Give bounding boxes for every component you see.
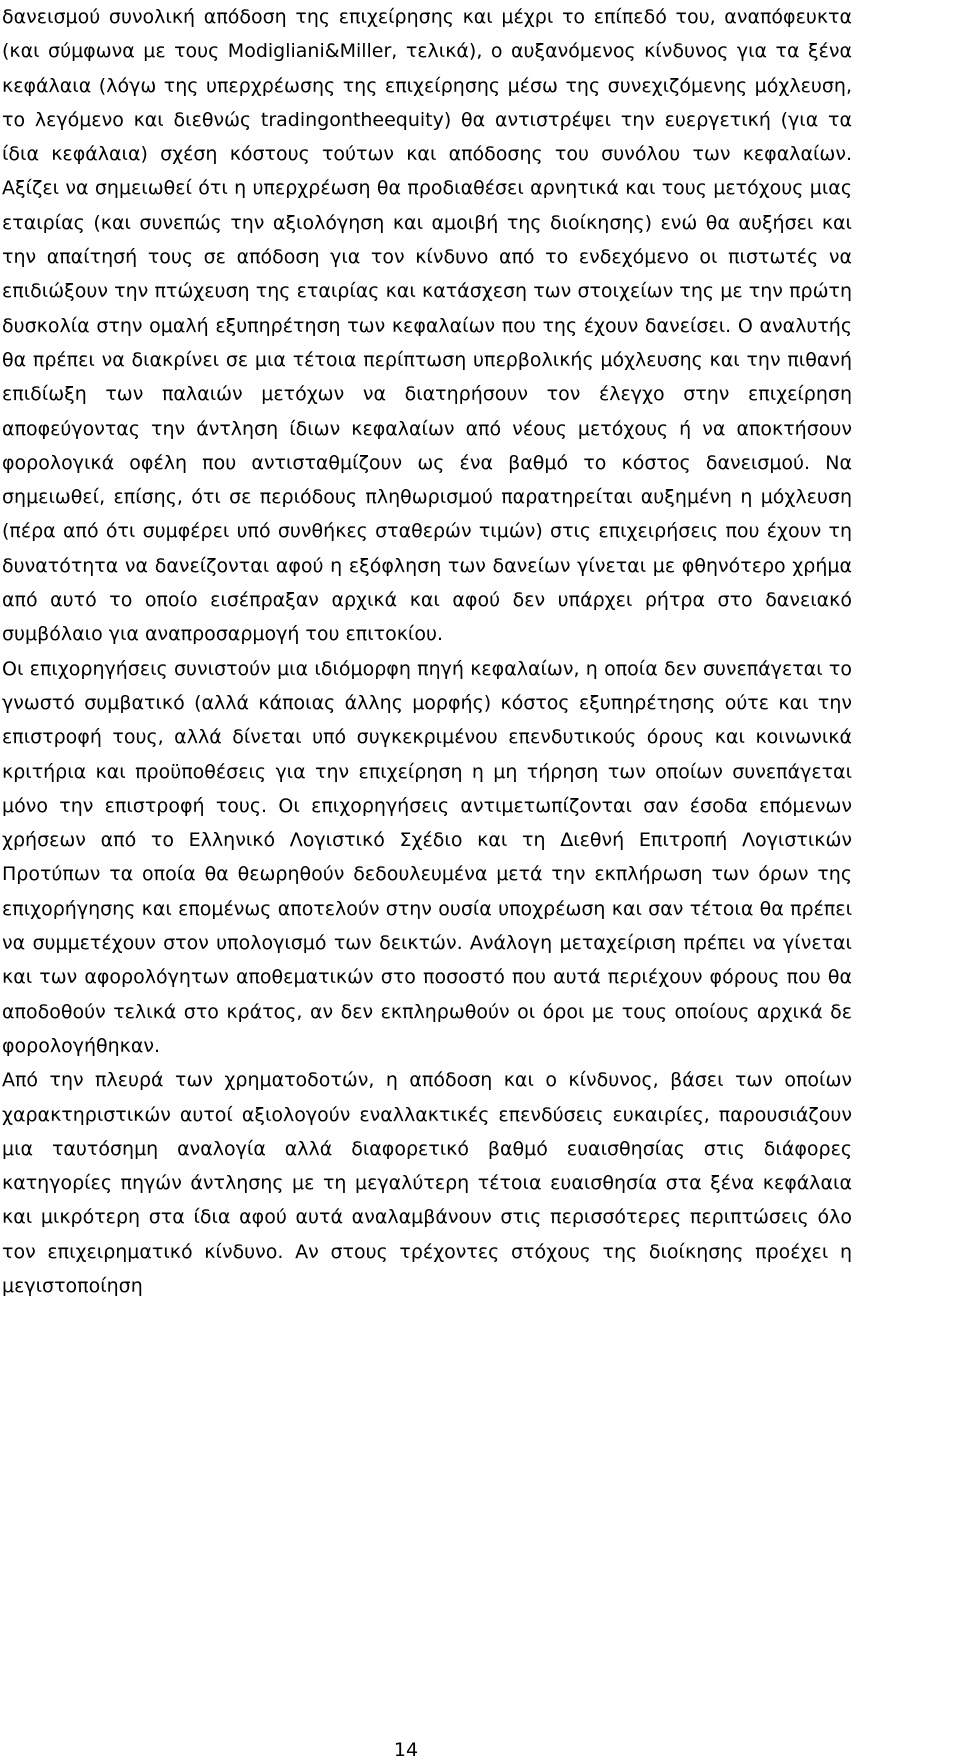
paragraph-financiers: Από την πλευρά των χρηματοδοτών, η απόδοση και ο κίνδυνος, βάσει των οποίων χαρακτηριστικών αυτοί αξιολογούν εναλλακτικές επενδύσεις ευκαιρίες, παρουσιάζουν μια ταυτόσημη αναλογία αλλά διαφορετικό βαθμό ευαισθησίας στις διάφορες κατηγορίες πηγών άντλησης με τη μεγαλύτερη τέτοια ευαισθησία στα ξένα κεφάλαια και μικρότερη στα ίδια αφού αυτά αναλαμβάνουν στις περισσότερες περιπτώσεις όλο τον επιχειρηματικό κίνδυνο. Αν στους τρέχοντες στόχους της διοίκησης προέχει η μεγιστοποίηση (2, 1069, 852, 1297)
paragraph-grants: Οι επιχορηγήσεις συνιστούν μια ιδιόμορφη πηγή κεφαλαίων, η οποία δεν συνεπάγεται το γνωστό συμβατικό (αλλά κάποιας άλλης μορφής) κόστος εξυπηρέτησης ούτε και την επιστροφή τους, αλλά δίνεται υπό συγκεκριμένου επενδυτικούς όρους και κοινωνικά κριτήρια και προϋποθέσεις για την επιχείρηση η μη τήρηση των οποίων συνεπάγεται μόνο την επιστροφή τους. Οι επιχορηγήσεις αντιμετωπίζονται σαν έσοδα επόμενων χρήσεων από το Ελληνικό Λογιστικό Σχέδιο και τη Διεθνή Επιτροπή Λογιστικών Προτύπων τα οποία θα θεωρηθούν δεδουλευμένα μετά την εκπλήρωση των όρων της επιχορήγησης και επομένως αποτελούν στην ουσία υποχρέωση και σαν τέτοια θα πρέπει να συμμετέχουν στον υπολογισμό των δεικτών. Ανάλογη μεταχείριση πρέπει να γίνεται και των αφορολόγητων αποθεματικών στο ποσοστό που αυτά περιέχουν φόρους που θα αποδοθούν τελικά στο κράτος, αν δεν εκπληρωθούν οι όροι με τους οποίους αρχικά δε φορολογήθηκαν. (2, 657, 852, 1057)
page-number: 14 (393, 1739, 419, 1761)
document-body (2, 0, 852, 1303)
paragraph-leverage: δανεισμού συνολική απόδοση της επιχείρησης και μέχρι το επίπεδό του, αναπόφευκτα (και σύμφωνα με τους Modigliani&Miller, τελικά), ο αυξανόμενος κίνδυνος για τα ξένα κεφάλαια (λόγω της υπερχρέωσης της επιχείρησης μέσω της συνεχιζόμενης μόχλευση, το λεγόμενο και διεθνώς tradingontheequity) θα αντιστρέψει την ευεργετική (για τα ίδια κεφάλαια) σχέση κόστους τούτων και απόδοσης του συνόλου των κεφαλαίων. Αξίζει να σημειωθεί ότι η υπερχρέωση θα προδιαθέσει αρνητικά και τους μετόχους μιας εταιρίας (και συνεπώς την αξιολόγηση και αμοιβή της διοίκησης) ενώ θα αυξήσει και την απαίτησή τους σε απόδοση για τον κίνδυνο από το ενδεχόμενο οι πιστωτές να επιδιώξουν την πτώχευση της εταιρίας και κατάσχεση των στοιχείων της με την πρώτη δυσκολία στην ομαλή εξυπηρέτηση των κεφαλαίων που της έχουν δανείσει. Ο αναλυτής θα πρέπει να διακρίνει σε μια τέτοια περίπτωση υπερβολικής μόχλευσης και την πιθανή επιδίωξη των παλαιών μετόχων να διατηρήσουν τον έλεγχο στην επιχείρηση αποφεύγοντας την άντληση ίδιων κεφαλαίων από νέους μετόχους ή να αποκτήσουν φορολογικά οφέλη που αντισταθμίζουν ως ένα βαθμό το κόστος δανεισμού. Να σημειωθεί, επίσης, ότι σε περιόδους πληθωρισμού παρατηρείται αυξημένη η μόχλευση (πέρα από ότι συμφέρει υπό συνθήκες σταθερών τιμών) στις επιχειρήσεις που έχουν τη δυνατότητα να δανείζονται αφού η εξόφληση των δανείων γίνεται με φθηνότερο χρήμα από αυτό το οποίο εισέπραξαν αρχικά και αφού δεν υπάρχει ρήτρα στο δανειακό συμβόλαιο για αναπροσαρμογή του επιτοκίου. (2, 6, 852, 646)
